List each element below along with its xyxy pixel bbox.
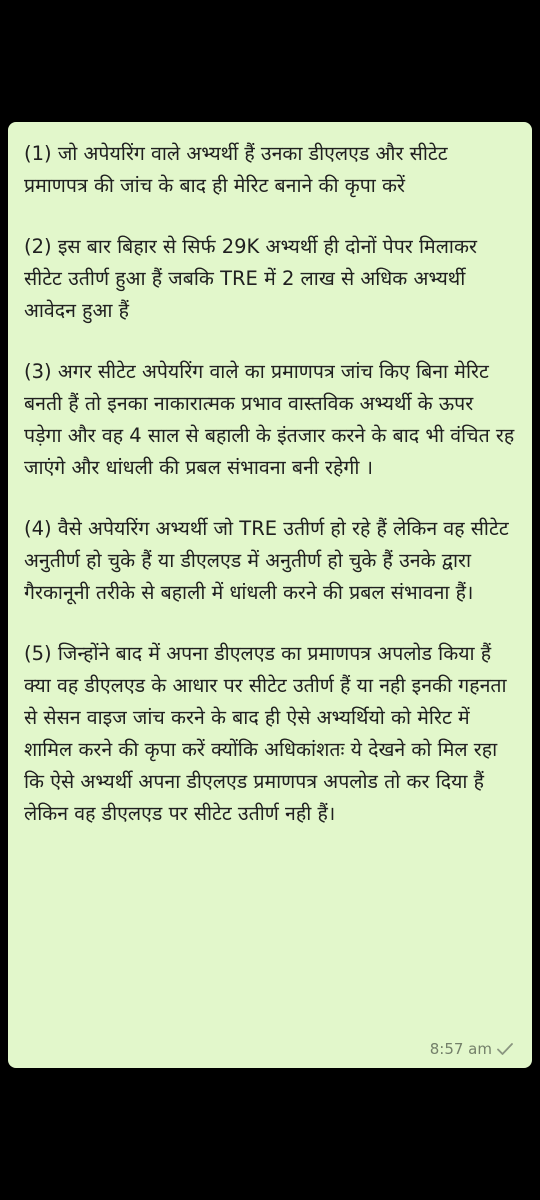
message-paragraph-5: (5) जिन्होंने बाद में अपना डीएलएड का प्रमाणपत्र अपलोड किया हैं क्या वह डीएलएड के आधार पर सीटेट उतीर्ण हैं या नही इनकी गहनता से सेसन वाइज जांच करने के बाद ही ऐसे अभ्यर्थियो को मेरिट में शामिल करने की कृपा करें क्योंकि अधिकांशतः ये देखने को मिल रहा कि ऐसे अभ्यर्थी अपना डीएलएड प्रमाणपत्र अपलोड तो कर दिया हैं लेकिन वह डीएलएड पर सीटेट उतीर्ण नही हैं।	[24, 642, 507, 825]
message-paragraph-1: (1) जो अपेयरिंग वाले अभ्यर्थी हैं उनका डीएलएड और सीटेट प्रमाणपत्र की जांच के बाद ही मेरिट बनाने की कृपा करें	[24, 142, 448, 197]
message-text	[24, 138, 516, 830]
message-paragraph-4: (4) वैसे अपेयरिंग अभ्यर्थी जो TRE उतीर्ण हो रहे हैं लेकिन वह सीटेट अनुतीर्ण हो चुके हैं या डीएलएड में अनुतीर्ण हो चुके हैं उनके द्वारा गैरकानूनी तरीके से बहाली में धांधली करने की प्रबल संभावना हैं।	[24, 517, 509, 604]
message-timestamp: 8:57 am	[429, 1040, 492, 1058]
message-paragraph-2: (2) इस बार बिहार से सिर्फ 29K अभ्यर्थी ही दोनों पेपर मिलाकर सीटेट उतीर्ण हुआ हैं जबकि TRE में 2 लाख से अधिक अभ्यर्थी आवेदन हुआ हैं	[24, 235, 477, 322]
message-bubble[interactable]	[8, 122, 532, 1068]
message-meta	[430, 1040, 514, 1058]
message-paragraph-3: (3) अगर सीटेट अपेयरिंग वाले का प्रमाणपत्र जांच किए बिना मेरिट बनती हैं तो इनका नाकारात्मक प्रभाव वास्तविक अभ्यर्थी के ऊपर पड़ेगा और वह 4 साल से बहाली के इंतजार करने के बाद भी वंचित रह जाएंगे और धांधली की प्रबल संभावना बनी रहेगी ।	[24, 360, 515, 479]
single-check-icon	[496, 1042, 514, 1056]
